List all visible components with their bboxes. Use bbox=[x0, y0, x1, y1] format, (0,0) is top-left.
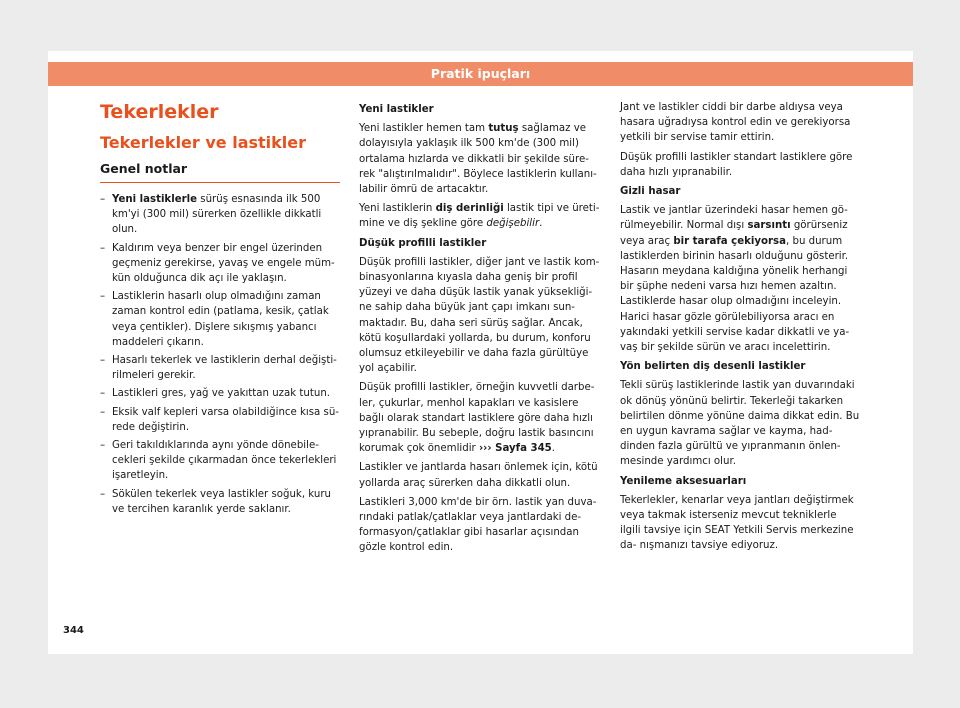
paragraph: Jant ve lastikler ciddi bir darbe aldıysa veya hasara uğradıysa kontrol edin ve gerekiyorsa yetkili bir servise tamir ettirin. bbox=[620, 102, 851, 144]
column-2 bbox=[359, 100, 602, 560]
section-title: Tekerlekler ve lastikler bbox=[100, 133, 307, 152]
paragraph: Lastikler ve jantlarda hasarı önlemek için, kötü yollarda araç sürerken daha dikkatli olun. bbox=[359, 462, 598, 489]
list-item: – Eksik valf kepleri varsa olabildiğince kısa sü- rede değiştirin. bbox=[100, 406, 339, 433]
list-item: – Yeni lastiklerle sürüş esnasında ilk 500 km'yi (300 mil) sürerken özellikle dikkatli olun. bbox=[100, 194, 322, 236]
notes-list bbox=[100, 192, 340, 517]
paragraph: Tekli sürüş lastiklerinde lastik yan duvarındaki ok dönüş yönünü belirtir. Tekerleği takarken belirtilen dönme yönüne daima dikkat edin. Bu en uygun kavrama sağlar ve kayma, had- dinden fazla gürültü ve yıpranmanın önlen- mesinde yardımcı olur. bbox=[620, 380, 860, 468]
paragraph: Lastikleri 3,000 km'de bir örn. lastik yan duva- rındaki patlak/çatlaklar veya jantlardaki de- formasyon/çatlaklar gibi hasarlar açısından gözle kontrol edin. bbox=[359, 496, 597, 554]
paragraph: Düşük profilli lastikler standart lastiklere göre daha hızlı yıpranabilir. bbox=[620, 151, 853, 178]
list-item: – Lastikleri gres, yağ ve yakıttan uzak tutun. bbox=[100, 388, 331, 400]
chapter-title: Tekerlekler bbox=[100, 101, 219, 123]
section-banner: Pratik ipuçları bbox=[48, 62, 913, 86]
paragraph: Yeni lastikler hemen tam tutuş sağlamaz ve dolayısıyla yaklaşık ilk 500 km'de (300 mil) ortalama hızlarda ve dikkatli bir şekilde süre- rek "alıştırılmalıdır". Böylece lastiklerin kullanı- labilir ömrü de artacaktır. bbox=[359, 123, 597, 196]
paragraph: Yeni lastiklerin diş derinliği lastik tipi ve üreti- mine ve diş şekline göre değişebilir. bbox=[359, 203, 600, 230]
list-item: – Sökülen tekerlek veya lastikler soğuk, kuru ve tercihen karanlık yerde saklanır. bbox=[100, 488, 331, 515]
subheading-directional-tires: Yön belirten diş desenli lastikler bbox=[620, 361, 806, 373]
subheading-hidden-damage: Gizli hasar bbox=[620, 186, 681, 198]
column-3 bbox=[620, 100, 860, 558]
page-reference-link[interactable]: ››› Sayfa 345 bbox=[478, 443, 552, 455]
column-1 bbox=[100, 100, 340, 520]
list-item: – Kaldırım veya benzer bir engel üzerinden geçmeniz gerekirse, yavaş ve engele müm- kün olduğunca dik açı ile yaklaşın. bbox=[100, 242, 335, 285]
subheading-new-tires: Yeni lastikler bbox=[359, 104, 434, 115]
paragraph: Düşük profilli lastikler, diğer jant ve lastik kom- binasyonlarına kıyasla daha geniş bir profil yüzeyi ve daha düşük lastik yanak yüksekliği- ne sahip daha büyük jant çapı imkanı sun- maktadır. Bu, daha seri sürüş sağlar. Ancak, kötü koşullardaki yollarda, bu durum, konforu olumsuz etkileyebilir ve daha fazla gürültüye yol açabilir. bbox=[359, 256, 600, 375]
subsection-title: Genel notlar bbox=[100, 160, 340, 183]
paragraph: Lastik ve jantlar üzerindeki hasar hemen gö- rülmeyebilir. Normal dışı sarsıntı görürseniz veya araç bir tarafa çekiyorsa, bu durum lastiklerden birinin hasarlı olduğunu gösterir. Hasarın meydana kaldığına yönelik herhangi bir şüphe nedeni varsa hızı hemen azaltın. Lastiklerde hasar olup olmadığını inceleyin. Harici hasar gözle görülebiliyorsa aracı en yakındaki yetkili servise kadar dikkatli ve ya- vaş bir şekilde sürün ve aracı incelettirin. bbox=[620, 205, 850, 354]
list-item: – Geri takıldıklarında aynı yönde dönebile- cekleri şekilde çıkarmadan önce tekerlekleri işaretleyin. bbox=[100, 440, 337, 482]
list-item: – Hasarlı tekerlek ve lastiklerin derhal değişti- rilmeleri gerekir. bbox=[100, 355, 337, 382]
subheading-low-profile: Düşük profilli lastikler bbox=[359, 237, 487, 249]
paragraph: Tekerlekler, kenarlar veya jantları değiştirmek veya takmak isterseniz mevcut tekniklerle ilgili tavsiye için SEAT Yetkili Servis merkezine da- nışmanızı tavsiye ediyoruz. bbox=[620, 494, 854, 552]
page-number: 344 bbox=[63, 625, 84, 636]
paragraph: Düşük profilli lastikler, örneğin kuvvetli darbe- ler, çukurlar, menhol kapakları ve kasislere bağlı olarak standart lastiklere göre daha hızlı yıpranabilir. Bu sebeple, doğru lastik basıncını korumak çok önemlidir ››› Sayfa 345. bbox=[359, 382, 595, 455]
list-item: – Lastiklerin hasarlı olup olmadığını zaman zaman kontrol edin (patlama, kesik, çatlak veya çentikler). Dişlere sıkışmış yabancı maddeleri çıkarın. bbox=[100, 291, 329, 348]
subheading-accessories: Yenileme aksesuarları bbox=[620, 475, 747, 487]
